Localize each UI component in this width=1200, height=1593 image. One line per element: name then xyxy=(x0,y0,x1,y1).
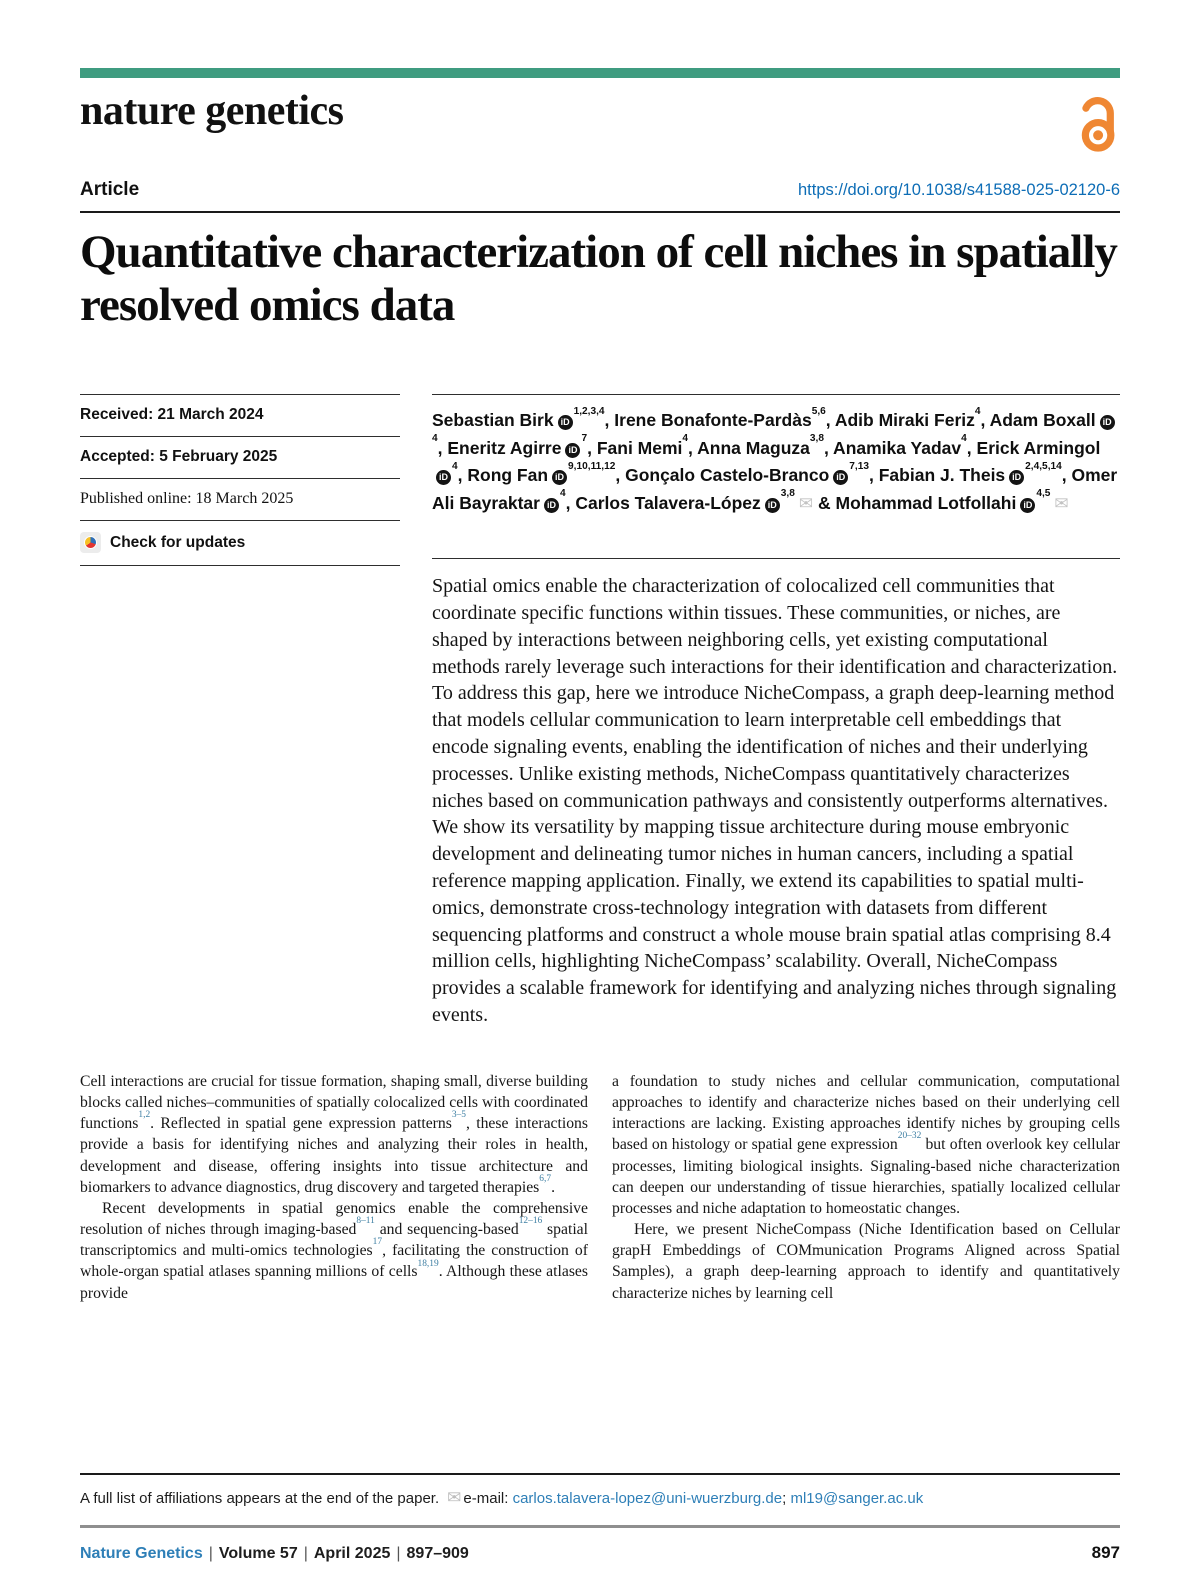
body-column-right xyxy=(612,1071,1120,1304)
orcid-icon[interactable]: iD xyxy=(552,470,567,485)
orcid-icon[interactable]: iD xyxy=(1020,498,1035,513)
separator: | xyxy=(396,1545,401,1562)
separator: | xyxy=(303,1545,308,1562)
volume-label: Volume 57 xyxy=(218,1545,298,1562)
masthead xyxy=(80,87,1120,135)
orcid-icon[interactable]: iD xyxy=(544,498,559,513)
journal-name-link[interactable]: Nature Genetics xyxy=(80,1545,203,1562)
mail-icon: ✉ xyxy=(1054,493,1069,513)
issue-label: April 2025 xyxy=(313,1545,391,1562)
separator: | xyxy=(208,1545,213,1562)
paragraph: Recent developments in spatial genomics enable the comprehensive resolution of niches through imaging-based$^{8-11}$ and sequencing-based$^{12-16}$ spatial transcriptomics and multi-omics technologies$^{17}$, facilitating the construction of whole-organ spatial atlases spanning millions of cells$^{18,19}$. Although these atlases provide xyxy=(80,1199,589,1302)
open-access-icon xyxy=(1074,91,1120,153)
orcid-icon[interactable]: iD xyxy=(833,470,848,485)
journal-citation xyxy=(80,1545,469,1563)
email-link-1[interactable]: carlos.talavera-lopez@uni-wuerzburg.de xyxy=(512,1489,783,1507)
body-column-left xyxy=(80,1071,588,1304)
email-link-2[interactable]: ml19@sanger.ac.uk xyxy=(790,1489,924,1507)
paragraph: a foundation to study niches and cellular communication, computational approaches to identify and characterize niches based on their underlying cell interactions are lacking. Existing approaches identify niches by grouping cells based on histology or spatial gene expression$^{20-32}$ but often overlook key cellular processes, limiting biological insights. Signaling-based niche characterization can deepen our understanding of tissue hierarchies, spatially localized cellular processes and niche adaptation to homeostatic changes. xyxy=(612,1072,1120,1217)
journal-logo: nature genetics xyxy=(80,88,344,134)
abstract-text: Spatial omics enable the characterization of colocalized cell communities that coordinate specific functions within tissues. These communities, or niches, are shaped by interactions between neighboring cells, yet existing computational methods rarely leverage such interactions for their identification and characterization. To address this gap, here we introduce NicheCompass, a graph deep-learning method that models cellular communication to learn interpretable cell embeddings that encode signaling events, enabling the identification of niches and their underlying processes. Unlike existing methods, NicheCompass quantitatively characterizes niches based on communication pathways and consistently outperforms alternatives. We show its versatility by mapping tissue architecture during mouse embryonic development and delineating tumor niches in human cancers, including a spatial reference mapping application. Finally, we extend its capabilities to spatial multi-omics, demonstrate cross-technology integration with datasets from different sequencing platforms and construct a whole mouse brain spatial atlas comprising 8.4 million cells, highlighting NicheCompass’ scalability. Overall, NicheCompass provides a scalable framework for identifying and analyzing niches through signaling events. xyxy=(432,558,1120,1029)
affiliations-note: A full list of affiliations appears at the end of the paper. xyxy=(80,1489,440,1507)
orcid-icon[interactable]: iD xyxy=(765,498,780,513)
check-for-updates-label: Check for updates xyxy=(110,533,246,551)
article-header-row xyxy=(80,179,1120,213)
mail-icon: ✉ xyxy=(447,1488,462,1507)
mail-icon: ✉ xyxy=(798,493,814,513)
author-list: Sebastian Birk iD$^{1,2,3,4}$, Irene Bonafonte-Pardàs$^{5,6}$, Adib Miraki Feriz$^4$, Adam Boxall $iD^4$, Eneritz Agirre $iD^7$, Fani Memi$^4$, Anna Maguza$^{3,8}$, Anamika Yadav$^4$, Erick ArmingoliD$^4$, Rong Fan iD$^{9,10,11,12}$, Gonçalo Castelo-Branco iD$^{7,13}$, Fabian J. Theis iD$^{2,4,5,14}$, Omer Ali Bayraktar $iD^4$, Carlos Talavera-López iD$^{3,8}$ ✉ & Mohammad Lotfollahi iD$^{4,5}$ ✉ xyxy=(432,394,1120,558)
received-date: Received: 21 March 2024 xyxy=(80,394,400,436)
authors-abstract-column xyxy=(432,394,1120,1029)
email-separator: ; xyxy=(782,1489,787,1507)
dates-column xyxy=(80,394,400,1029)
page-title: Quantitative characterization of cell niches in spatially resolved omics data xyxy=(80,226,1117,332)
orcid-icon[interactable]: iD xyxy=(558,415,573,430)
affiliations-line xyxy=(80,1473,1120,1508)
body-text xyxy=(80,1071,1120,1304)
accepted-date: Accepted: 5 February 2025 xyxy=(80,436,400,478)
masthead-green-bar xyxy=(80,68,1120,78)
orcid-icon[interactable]: iD xyxy=(436,470,451,485)
journal-footer-line xyxy=(80,1525,1120,1563)
orcid-icon[interactable]: iD xyxy=(1009,470,1024,485)
crossmark-icon xyxy=(80,532,101,553)
paragraph: Here, we present NicheCompass (Niche Identification based on Cellular grapH Embeddings of COMmunication Programs Aligned across Spatial Samples), a graph deep-learning approach to identify and quantitatively characterize niches by learning cell xyxy=(612,1221,1120,1302)
paragraph: Cell interactions are crucial for tissue formation, shaping small, diverse building blocks called niches–communities of spatially colocalized cells with coordinated functions$^{1,2}$. Reflected in spatial gene expression patterns$^{3-5}$, these interactions provide a basis for identifying niches and analyzing their roles in health, development and disease, offering insights into tissue architecture and biomarkers to advance diagnostics, drug discovery and targeted therapies$^{6,7}$. xyxy=(80,1072,589,1196)
published-date: Published online: 18 March 2025 xyxy=(80,478,400,520)
orcid-icon[interactable]: iD xyxy=(565,443,580,458)
page-footer xyxy=(80,1473,1120,1563)
check-for-updates-badge[interactable] xyxy=(80,520,400,566)
page-range: 897–909 xyxy=(406,1545,469,1562)
email-label: e-mail: xyxy=(463,1489,509,1507)
doi-link[interactable]: https://doi.org/10.1038/s41588-025-02120-6 xyxy=(798,181,1120,199)
meta-section xyxy=(80,394,1120,1029)
page-number: 897 xyxy=(1091,1543,1120,1562)
orcid-icon[interactable]: iD xyxy=(1100,415,1115,430)
article-kind-label: Article xyxy=(80,179,140,200)
